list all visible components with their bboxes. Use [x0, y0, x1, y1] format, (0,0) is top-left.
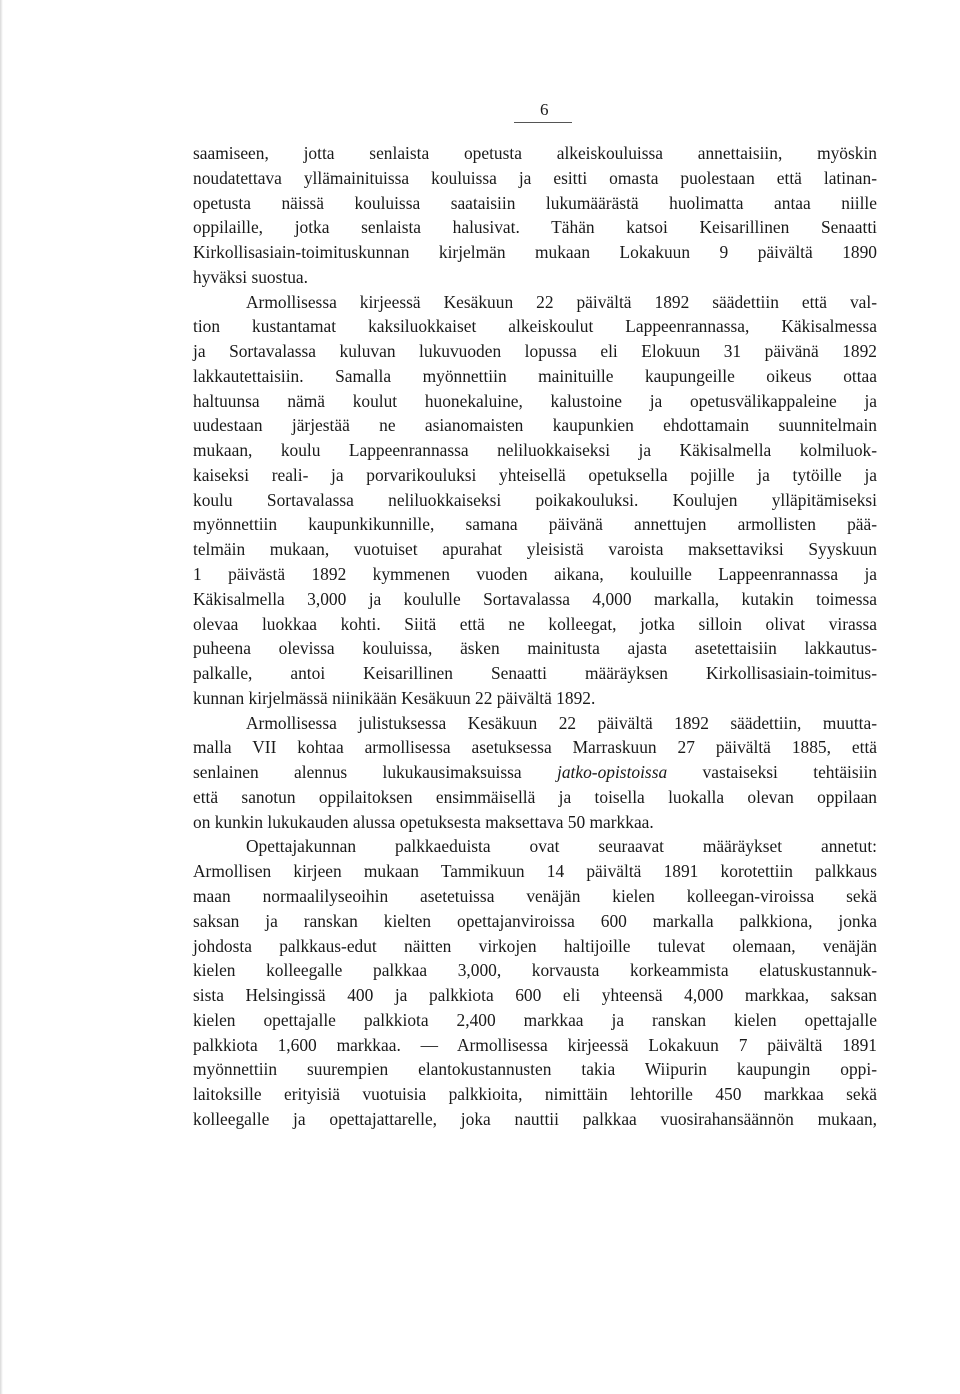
text-line: oppilaille, jotka senlaista halusivat. Tähän katsoi Keisarillinen Senaatti: [193, 217, 877, 238]
text-line: Käkisalmella 3,000 ja koululle Sortavalassa 4,000 markalla, kutakin toimessa: [193, 588, 877, 609]
text-line: puheena olevissa kouluissa, äsken mainitusta ajasta asetettaisiin lakkautus-: [193, 638, 877, 659]
text-line: Armollisessa julistuksessa Kesäkuun 22 päivältä 1892 säädettiin, muutta-: [246, 712, 877, 733]
text-line: saamiseen, jotta senlaista opetusta alkeiskouluissa annettaisiin, myöskin: [193, 143, 877, 163]
text-line: haltuunsa nämä koulut huonekaluine, kalustoine ja opetusvälikappaleine ja: [193, 390, 877, 411]
italic-term: jatko-opistoissa: [557, 762, 668, 783]
text-line: johdosta palkkaus-edut näitten virkojen haltijoille tulevat olemaan, venäjän: [193, 935, 877, 956]
body-text: [193, 141, 877, 1132]
text-line: [193, 760, 877, 785]
text-line: maan normaalilyseoihin asetetuissa venäjän kielen kolleegan-viroissa sekä: [193, 885, 877, 906]
text-line: Opettajakunnan palkkaeduista ovat seuraavat määräykset annetut:: [246, 836, 877, 857]
text-line: Armollisen kirjeen mukaan Tammikuun 14 päivältä 1891 korotettiin palkkaus: [193, 861, 877, 882]
text-line: saksan ja ranskan kielten opettajanviroissa 600 markalla palkkiona, jonka: [193, 910, 877, 931]
text-line: on kunkin lukukauden alussa opetuksesta maksettava 50 markkaa.: [193, 811, 654, 832]
text-segment: senlainen alennus lukukausimaksuissa: [193, 762, 558, 783]
text-line: uudestaan järjestää ne asianomaisten kaupunkien ehdottamain suunnitelmain: [193, 415, 877, 436]
page-number-rule: [514, 122, 572, 123]
text-line: olevaa luokkaa kohti. Siitä että ne kolleegat, jotka silloin olivat virassa: [193, 613, 877, 634]
text-line: 1 päivästä 1892 kymmenen vuoden aikana, kouluille Lappeenrannassa ja: [193, 564, 877, 585]
text-line: koulu Sortavalassa neliluokkaiseksi poikakouluksi. Koulujen ylläpitämiseksi: [193, 489, 877, 510]
text-line: Armollisessa kirjeessä Kesäkuun 22 päivältä 1892 säädettiin että val-: [246, 291, 877, 312]
text-line: kielen kolleegalle palkkaa 3,000, korvausta korkeammista elatuskustannuk-: [193, 960, 877, 981]
text-line: kaiseksi reali- ja porvarikouluksi yhteisellä opetuksella pojille ja tytöille ja: [193, 464, 877, 485]
text-line: noudatettava yllämainituissa kouluissa ja esitti omasta puolestaan että latinan-: [193, 167, 877, 188]
text-line: laitoksille erityisiä vuotuisia palkkioita, nimittäin lehtorille 450 markkaa sekä: [193, 1084, 877, 1105]
text-line: palkalle, antoi Keisarillinen Senaatti määräyksen Kirkollisasiain-toimitus-: [193, 663, 877, 684]
text-line: kielen opettajalle palkkiota 2,400 markkaa ja ranskan kielen opettajalle: [193, 1009, 877, 1030]
text-line: malla VII kohtaa armollisessa asetuksessa Marraskuun 27 päivältä 1885, että: [193, 737, 877, 758]
text-line: mukaan, koulu Lappeenrannassa neliluokkaiseksi ja Käkisalmella kolmiluok-: [193, 440, 877, 461]
text-segment: vastaiseksi tehtäisiin: [667, 762, 877, 783]
text-line: sista Helsingissä 400 ja palkkiota 600 eli yhteensä 4,000 markkaa, saksan: [193, 985, 877, 1006]
text-line: lakkautettaisiin. Samalla myönnettiin mainituille kaupungeille oikeus ottaa: [193, 365, 877, 386]
page-number: 6: [540, 100, 549, 119]
text-line: kunnan kirjelmässä niinikään Kesäkuun 22 päivältä 1892.: [193, 687, 596, 708]
text-line: palkkiota 1,600 markkaa. — Armollisessa kirjeessä Lokakuun 7 päivältä 1891: [193, 1034, 877, 1055]
text-line: Kirkollisasiain-toimituskunnan kirjelmän mukaan Lokakuun 9 päivältä 1890: [193, 242, 877, 263]
text-line: telmäin mukaan, vuotuiset apurahat yleisistä varoista maksettaviksi Syyskuun: [193, 539, 877, 560]
text-line: kolleegalle ja opettajattarelle, joka nauttii palkkaa vuosirahansäännön mukaan,: [193, 1108, 877, 1129]
text-line: myönnettiin suurempien elantokustannusten takia Wiipurin kaupungin oppi-: [193, 1059, 877, 1080]
text-line: että sanotun oppilaitoksen ensimmäisellä ja toisella luokalla olevan oppilaan: [193, 786, 877, 807]
text-line: tion kustantamat kaksiluokkaiset alkeiskoulut Lappeenrannassa, Käkisalmessa: [193, 316, 877, 337]
text-line: myönnettiin kaupunkikunnille, samana päivänä annettujen armollisten pää-: [193, 514, 877, 535]
text-line: opetusta näissä kouluissa saataisiin lukumäärästä huolimatta antaa niille: [193, 192, 877, 213]
text-line: ja Sortavalassa kuluvan lukuvuoden lopussa eli Elokuun 31 päivänä 1892: [193, 341, 877, 362]
text-line: hyväksi suostua.: [193, 266, 308, 287]
scan-edge: [0, 0, 3, 1394]
